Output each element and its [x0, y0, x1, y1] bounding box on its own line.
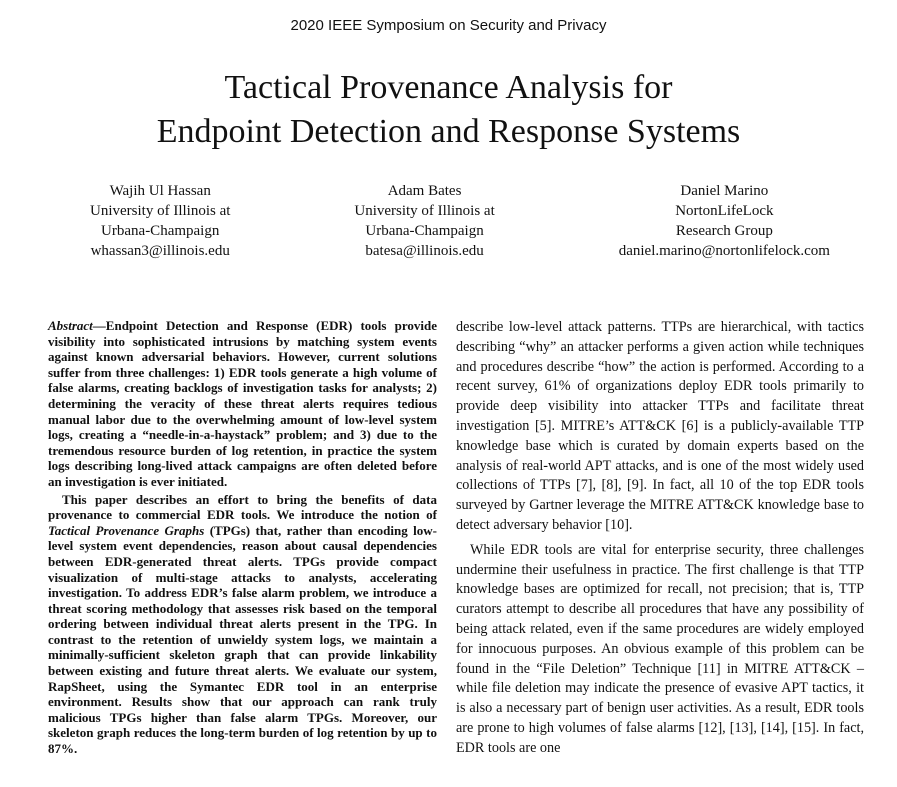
paper-title	[0, 66, 897, 154]
abstract-paragraph-2	[48, 492, 437, 757]
author-affiliation: University of Illinois at	[354, 203, 495, 219]
abstract-text-1: —Endpoint Detection and Response (EDR) tools provide visibility into sophisticated intrusions by matching system events against known adversarial behaviors. However, current solutions suffer from three challenges: 1) EDR tools generate a high volume of false alarms, creating backlogs of investigation tasks for analysts; 2) determining the veracity of these threat alerts requires tedious manual labor due to the overwhelming amount of low-level system logs, creating a “needle-in-a-haystack” problem; and 3) due to the tremendous resource burden of log retention, in practice the system logs describing long-lived attack campaigns are often deleted before an investigation is ever initiated.	[48, 318, 437, 489]
author-2	[354, 181, 494, 261]
author-email: daniel.marino@nortonlifelock.com	[618, 243, 830, 259]
title-line-2: Endpoint Detection and Response Systems	[156, 113, 741, 150]
title-line-1: Tactical Provenance Analysis for	[224, 69, 673, 106]
body-paragraph-1: describe low-level attack patterns. TTPs are hierarchical, with tactics describing “why” an attacker performs a given action while techniques and procedures describe “how” the action is performed. According to a recent survey, 61% of organizations deploy EDR tools primarily to provide deep visibility into attacker TTPs and facilitate threat investigation [5]. MITRE’s ATT&CK [6] is a publicly-available TTP knowledge base which is curated by domain experts based on the analysis of real-world APT attacks, and is one of the most widely used collections of TTPs [7], [8], [9]. In fact, all 10 of the top EDR tools surveyed by Gartner leverage the MITRE ATT&CK knowledge base to detect adversary behavior [10].	[456, 319, 864, 533]
author-affiliation: Research Group	[675, 223, 773, 239]
author-name: Daniel Marino	[680, 183, 769, 199]
abstract-text-2b: (TPGs) that, rather than encoding low-level system event dependencies, reason about causal dependencies between EDR-generated threat alerts. TPGs provide compact visualization of multi-stage attacks to analysts, accelerating investigation. To address EDR’s false alarm problem, we introduce a threat scoring methodology that assesses risk based on the temporal ordering between individual threat alerts present in the TPG. In contrast to the retention of unwieldy system logs, we maintain a minimally-sufficient skeleton graph that can provide linkability between existing and future threat alerts. We evaluate our system, RapSheet, using the Symantec EDR tool in an enterprise environment. Results show that our approach can rank truly malicious TPGs higher than false alarm TPGs. Moreover, our skeleton graph reduces the long-term burden of log retention by up to 87%.	[48, 522, 437, 757]
author-name: Wajih Ul Hassan	[109, 183, 211, 199]
author-affiliation: Urbana-Champaign	[365, 223, 484, 239]
abstract-paragraph-1	[48, 318, 437, 490]
author-3	[619, 181, 830, 261]
abstract-term-tpg: Tactical Provenance Graphs	[48, 522, 205, 538]
body-paragraph-2: While EDR tools are vital for enterprise security, three challenges undermine their usefulness in practice. The first challenge is that TTP knowledge bases are optimized for recall, not precision; that is, TTP curators attempt to describe all procedures that have any possibility of being attack related, even if the same procedures are widely employed for innocuous purposes. An obvious example of this problem can be found in the “File Deletion” Technique [11] in MITRE ATT&CK – while file deletion may indicate the presence of evasive APT tactics, it is also a necessary part of benign user activities. As a result, EDR tools are prone to high volumes of false alarms [12], [13], [14], [15]. In fact, EDR tools are one	[456, 541, 864, 756]
author-block	[90, 181, 830, 261]
author-1	[90, 181, 230, 261]
author-email: whassan3@illinois.edu	[90, 243, 230, 259]
abstract-column	[48, 318, 437, 757]
body-column	[456, 318, 864, 759]
abstract-text-2a: This paper describes an effort to bring the benefits of data provenance to commercial EDR tools. We introduce the notion of	[48, 491, 437, 523]
author-affiliation: Urbana-Champaign	[101, 223, 220, 239]
author-affiliation: NortonLifeLock	[675, 203, 774, 219]
author-affiliation: University of Illinois at	[90, 203, 231, 219]
venue-header: 2020 IEEE Symposium on Security and Privacy	[290, 17, 607, 34]
author-name: Adam Bates	[387, 183, 462, 199]
abstract-label: Abstract	[48, 318, 93, 333]
author-email: batesa@illinois.edu	[365, 243, 484, 259]
